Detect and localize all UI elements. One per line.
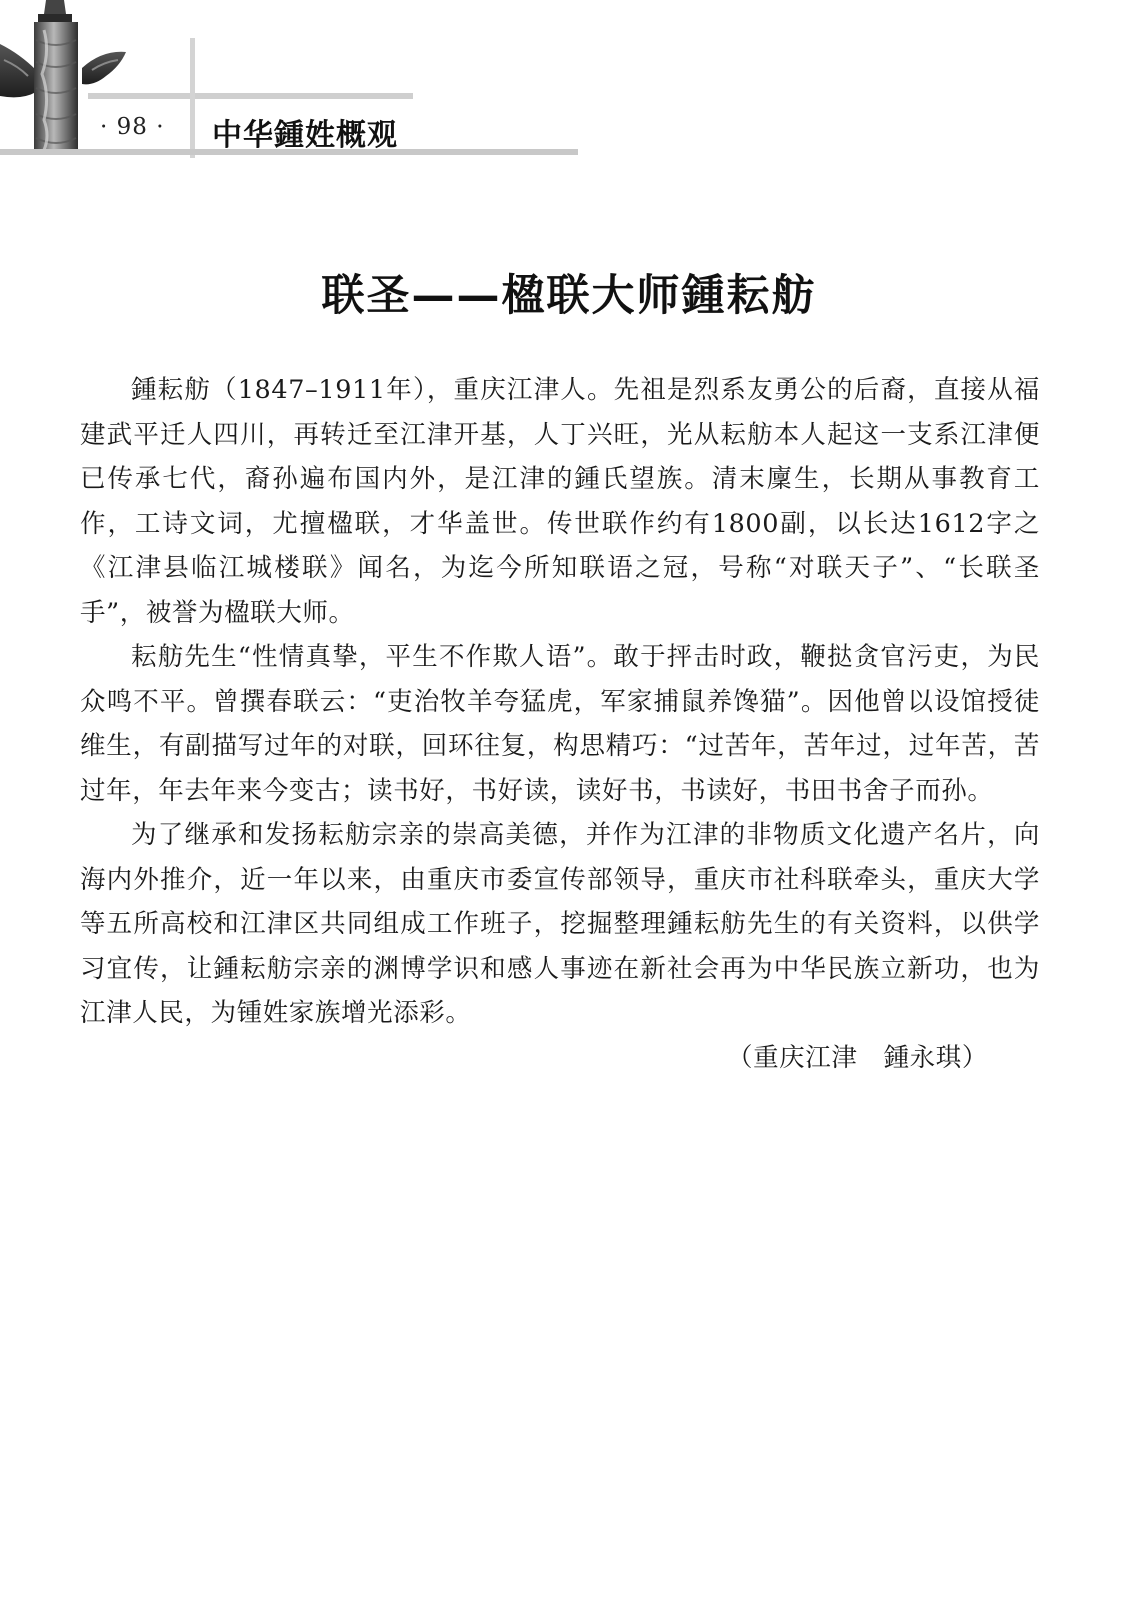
paragraph: 耘舫先生“性情真挚，平生不作欺人语”。敢于抨击时政，鞭挞贪官污吏，为民众鸣不平。曾撰春联云：“吏治牧羊夸猛虎，军家捕鼠养馋猫”。因他曾以设馆授徒维生，有副描写过年的对联，回环往复，构思精巧：“过苦年，苦年过，过年苦，苦过年，年去年来今变古；读书好，书好读，读好书，书读好，书田书舍子而孙。 (80, 642, 1040, 806)
author-signature: （重庆江津 鍾永琪） (726, 1042, 988, 1073)
article-title: 联圣——楹联大师鍾耘舫 (321, 271, 817, 321)
page-number: · 98 · (100, 114, 165, 140)
article-body (80, 368, 1040, 1080)
paragraph: 鍾耘舫（1847–1911年），重庆江津人。先祖是烈系友勇公的后裔，直接从福建武平迁人四川，再转迁至江津开基，人丁兴旺，光从耘舫本人起这一支系江津便已传承七代，裔孙遍布国内外，是江津的鍾氏望族。清末廩生，长期从事教育工作，工诗文词，尤擅楹联，才华盖世。传世联作约有1800副，以长达1612字之《江津县临江城楼联》闻名，为迄今所知联语之冠，号称“对联天子”、“长联圣手”，被誉为楹联大师。 (80, 375, 1040, 628)
page-header (0, 0, 1138, 160)
header-rule-vertical (190, 38, 195, 158)
header-rule-top (88, 93, 413, 99)
paragraph: 为了继承和发扬耘舫宗亲的崇高美德，并作为江津的非物质文化遗产名片，向海内外推介，近一年以来，由重庆市委宣传部领导，重庆市社科联牵头，重庆大学等五所高校和江津区共同组成工作班子，挖掘整理鍾耘舫先生的有关资料，以供学习宜传，让鍾耘舫宗亲的渊博学识和感人事迹在新社会再为中华民族立新功，也为江津人民，为锺姓家族增光添彩。 (80, 820, 1040, 1028)
running-head: 中华鍾姓概观 (212, 118, 398, 153)
